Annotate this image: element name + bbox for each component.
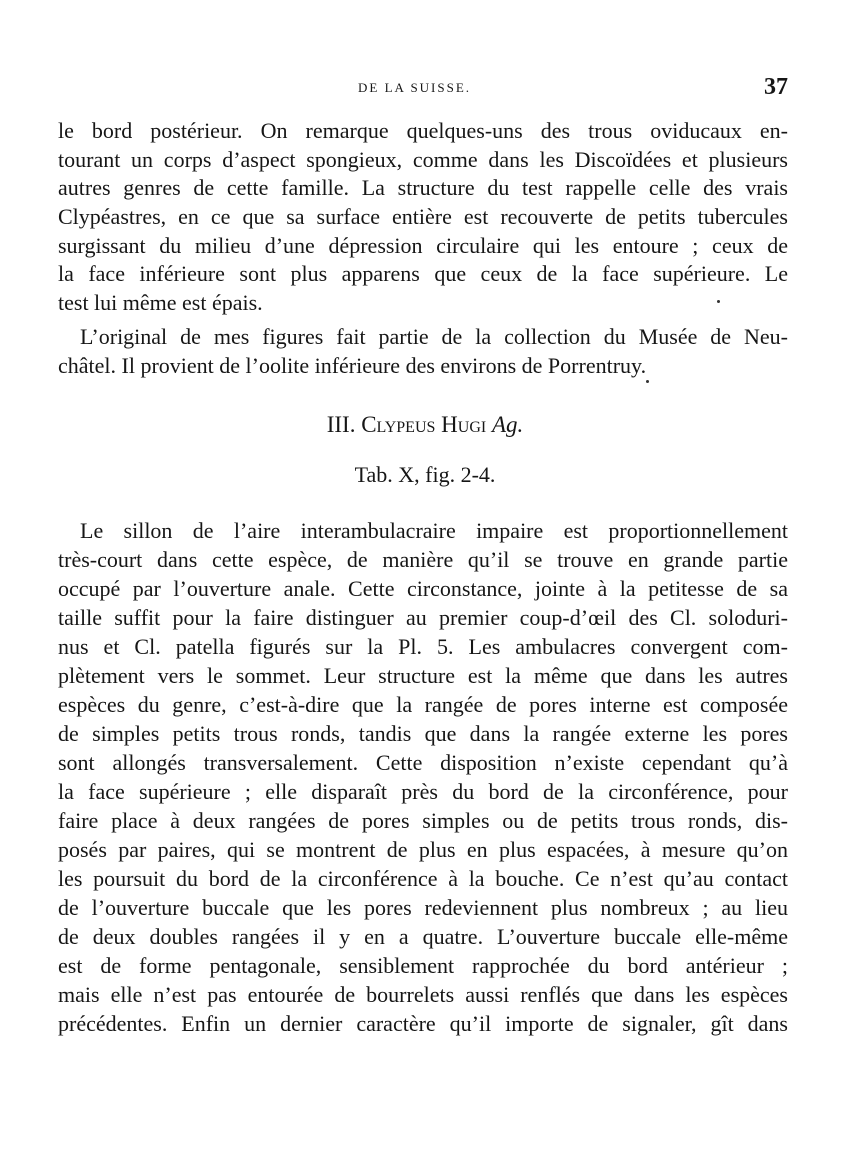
text-line: la face supérieure ; elle disparaît près du bord de la circonférence, pour: [58, 779, 788, 804]
text-line: de l’ouverture buccale que les pores redeviennent plus nombreux ; au lieu: [58, 895, 788, 920]
text-line: châtel. Il provient de l’oolite inférieure des environs de Porrentruy.: [58, 353, 647, 378]
page-number: 37: [764, 74, 788, 100]
text-line: Le sillon de l’aire interambulacraire impaire est proportionnellement: [80, 518, 788, 543]
text-line: les poursuit du bord de la circonférence à la bouche. Ce n’est qu’au contact: [58, 866, 788, 891]
text-line: tourant un corps d’aspect spongieux, comme dans les Discoïdées et plusieurs: [58, 147, 788, 172]
running-header: DE LA SUISSE.: [358, 80, 472, 95]
text-line: de deux doubles rangées il y en a quatre. L’ouverture buccale elle-même: [58, 924, 788, 949]
text-line: sont allongés transversalement. Cette disposition n’existe cependant qu’à: [58, 750, 788, 775]
text-line: posés par paires, qui se montrent de plus en plus espacées, à mesure qu’on: [58, 837, 788, 862]
text-line: est de forme pentagonale, sensiblement rapprochée du bord antérieur ;: [58, 953, 788, 978]
text-line: surgissant du milieu d’une dépression circulaire qui les entoure ; ceux de: [58, 233, 788, 258]
section-numeral: III.: [326, 412, 356, 437]
text-line: nus et Cl. patella figurés sur la Pl. 5. Les ambulacres convergent com-: [58, 634, 788, 659]
text-line: L’original de mes figures fait partie de la collection du Musée de Neu-: [80, 324, 788, 349]
text-line: taille suffit pour la faire distinguer au premier coup-d’œil des Cl. soloduri-: [58, 605, 788, 630]
section-heading: [0, 412, 850, 438]
text-line: la face inférieure sont plus apparens que ceux de la face supérieure. Le: [58, 261, 788, 286]
text-line: très-court dans cette espèce, de manière qu’il se trouve en grande partie: [58, 547, 788, 572]
text-line: occupé par l’ouverture anale. Cette circonstance, jointe à la petitesse de sa: [58, 576, 788, 601]
text-line: précédentes. Enfin un dernier caractère qu’il importe de signaler, gît dans: [58, 1011, 788, 1036]
plate-reference: Tab. X, fig. 2-4.: [354, 462, 496, 487]
print-speck: [646, 380, 649, 383]
text-line: faire place à deux rangées de pores simples ou de petits trous ronds, dis-: [58, 808, 788, 833]
text-line: test lui même est épais.: [58, 290, 263, 315]
text-line: autres genres de cette famille. La structure du test rappelle celle des vrais: [58, 175, 788, 200]
author-abbrev: Ag.: [491, 412, 524, 437]
text-line: Clypéastres, en ce que sa surface entière est recouverte de petits tubercules: [58, 204, 788, 229]
text-line: le bord postérieur. On remarque quelques-uns des trous oviducaux en-: [58, 118, 788, 143]
text-line: plètement vers le sommet. Leur structure est la même que dans les autres: [58, 663, 788, 688]
text-line: espèces du genre, c’est-à-dire que la rangée de pores interne est composée: [58, 692, 788, 717]
text-line: mais elle n’est pas entourée de bourrelets aussi renflés que dans les espèces: [58, 982, 788, 1007]
text-line: de simples petits trous ronds, tandis que dans la rangée externe les pores: [58, 721, 788, 746]
genus-name: Clypeus: [361, 412, 436, 437]
species-name: Hugi: [441, 412, 487, 437]
print-speck: [717, 300, 720, 303]
